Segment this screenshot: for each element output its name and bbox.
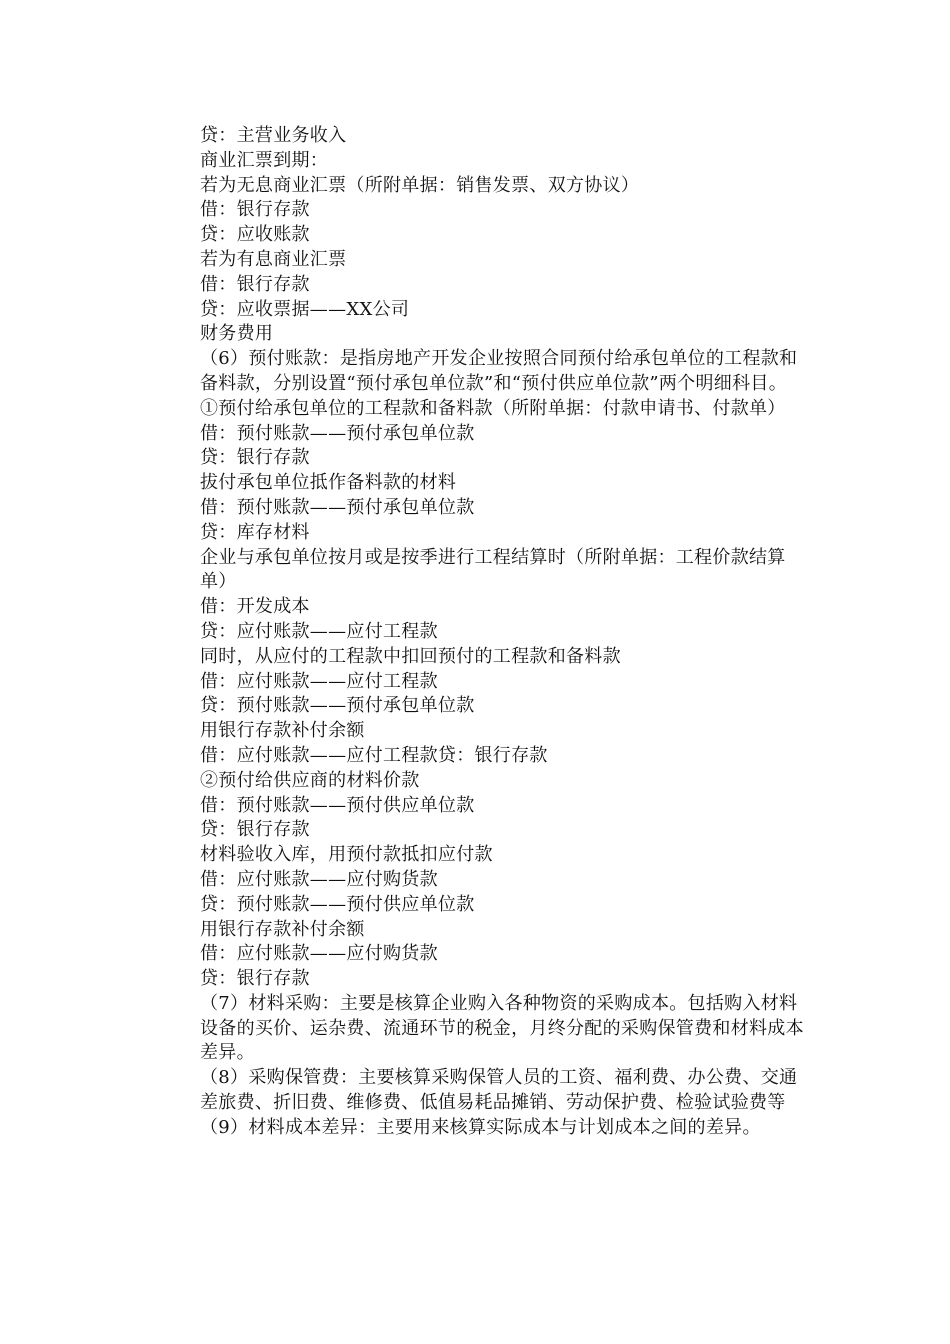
section-paragraph-6: （6）预付账款：是指房地产开发企业按照合同预付给承包单位的工程款和备料款，分别设置“预付承包单位款”和“预付供应单位款”两个明细科目。 [200, 348, 798, 394]
text-line: 贷：银行存款 [200, 819, 310, 841]
text-line: 贷：应收票据——XX公司 [200, 298, 410, 320]
text-line: 贷：预付账款——预付供应单位款 [200, 893, 475, 915]
text-line: 用银行存款补付余额 [200, 720, 365, 742]
text-line: 借：应付账款——应付工程款 [200, 670, 438, 692]
text-line: 借：预付账款——预付承包单位款 [200, 422, 475, 444]
text-line: 借：预付账款——预付供应单位款 [200, 794, 475, 816]
subsection-heading-2: ②预付给供应商的材料价款 [200, 769, 420, 791]
text-line: 贷：预付账款——预付承包单位款 [200, 695, 475, 717]
text-line: 借：应付账款——应付购货款 [200, 943, 438, 965]
text-line: 借：应付账款——应付工程款贷：银行存款 [200, 744, 548, 766]
text-line: 贷：库存材料 [200, 521, 310, 543]
text-line: 贷：银行存款 [200, 968, 310, 990]
subsection-heading-1: ①预付给承包单位的工程款和备料款（所附单据：付款申请书、付款单） [200, 397, 786, 419]
text-line: 贷：应付账款——应付工程款 [200, 620, 438, 642]
text-line: 若为有息商业汇票 [200, 248, 347, 270]
text-line: 商业汇票到期： [200, 149, 329, 171]
text-line: 贷：应收账款 [200, 224, 310, 246]
text-line: 贷：银行存款 [200, 447, 310, 469]
text-line: 借：银行存款 [200, 273, 310, 295]
text-line: 借：预付账款——预付承包单位款 [200, 496, 475, 518]
text-line: 贷：主营业务收入 [200, 125, 347, 146]
text-line: 财务费用 [200, 323, 274, 345]
text-line: 同时，从应付的工程款中扣回预付的工程款和备料款 [200, 645, 621, 667]
document-body [200, 124, 810, 1141]
section-paragraph-8: （8）采购保管费：主要核算采购保管人员的工资、福利费、办公费、交通差旅费、折旧费、维修费、低值易耗品摊销、劳动保护费、检验试验费等 [200, 1067, 798, 1114]
text-line: 用银行存款补付余额 [200, 918, 365, 940]
text-line: 借：开发成本 [200, 596, 310, 618]
section-paragraph-9: （9）材料成本差异：主要用来核算实际成本与计划成本之间的差异。 [200, 1116, 761, 1138]
section-paragraph-7: （7）材料采购：主要是核算企业购入各种物资的采购成本。包括购入材料设备的买价、运杂费、流通环节的税金，月终分配的采购保管费和材料成本差异。 [200, 992, 804, 1064]
text-line: 材料验收入库，用预付款抵扣应付款 [200, 844, 493, 866]
text-line: 借：应付账款——应付购货款 [200, 868, 438, 890]
text-line: 借：银行存款 [200, 199, 310, 221]
text-line: 若为无息商业汇票（所附单据：销售发票、双方协议） [200, 174, 640, 196]
text-line: 企业与承包单位按月或是按季进行工程结算时（所附单据：工程价款结算单） [200, 546, 786, 593]
text-line: 拔付承包单位抵作备料款的材料 [200, 472, 457, 494]
